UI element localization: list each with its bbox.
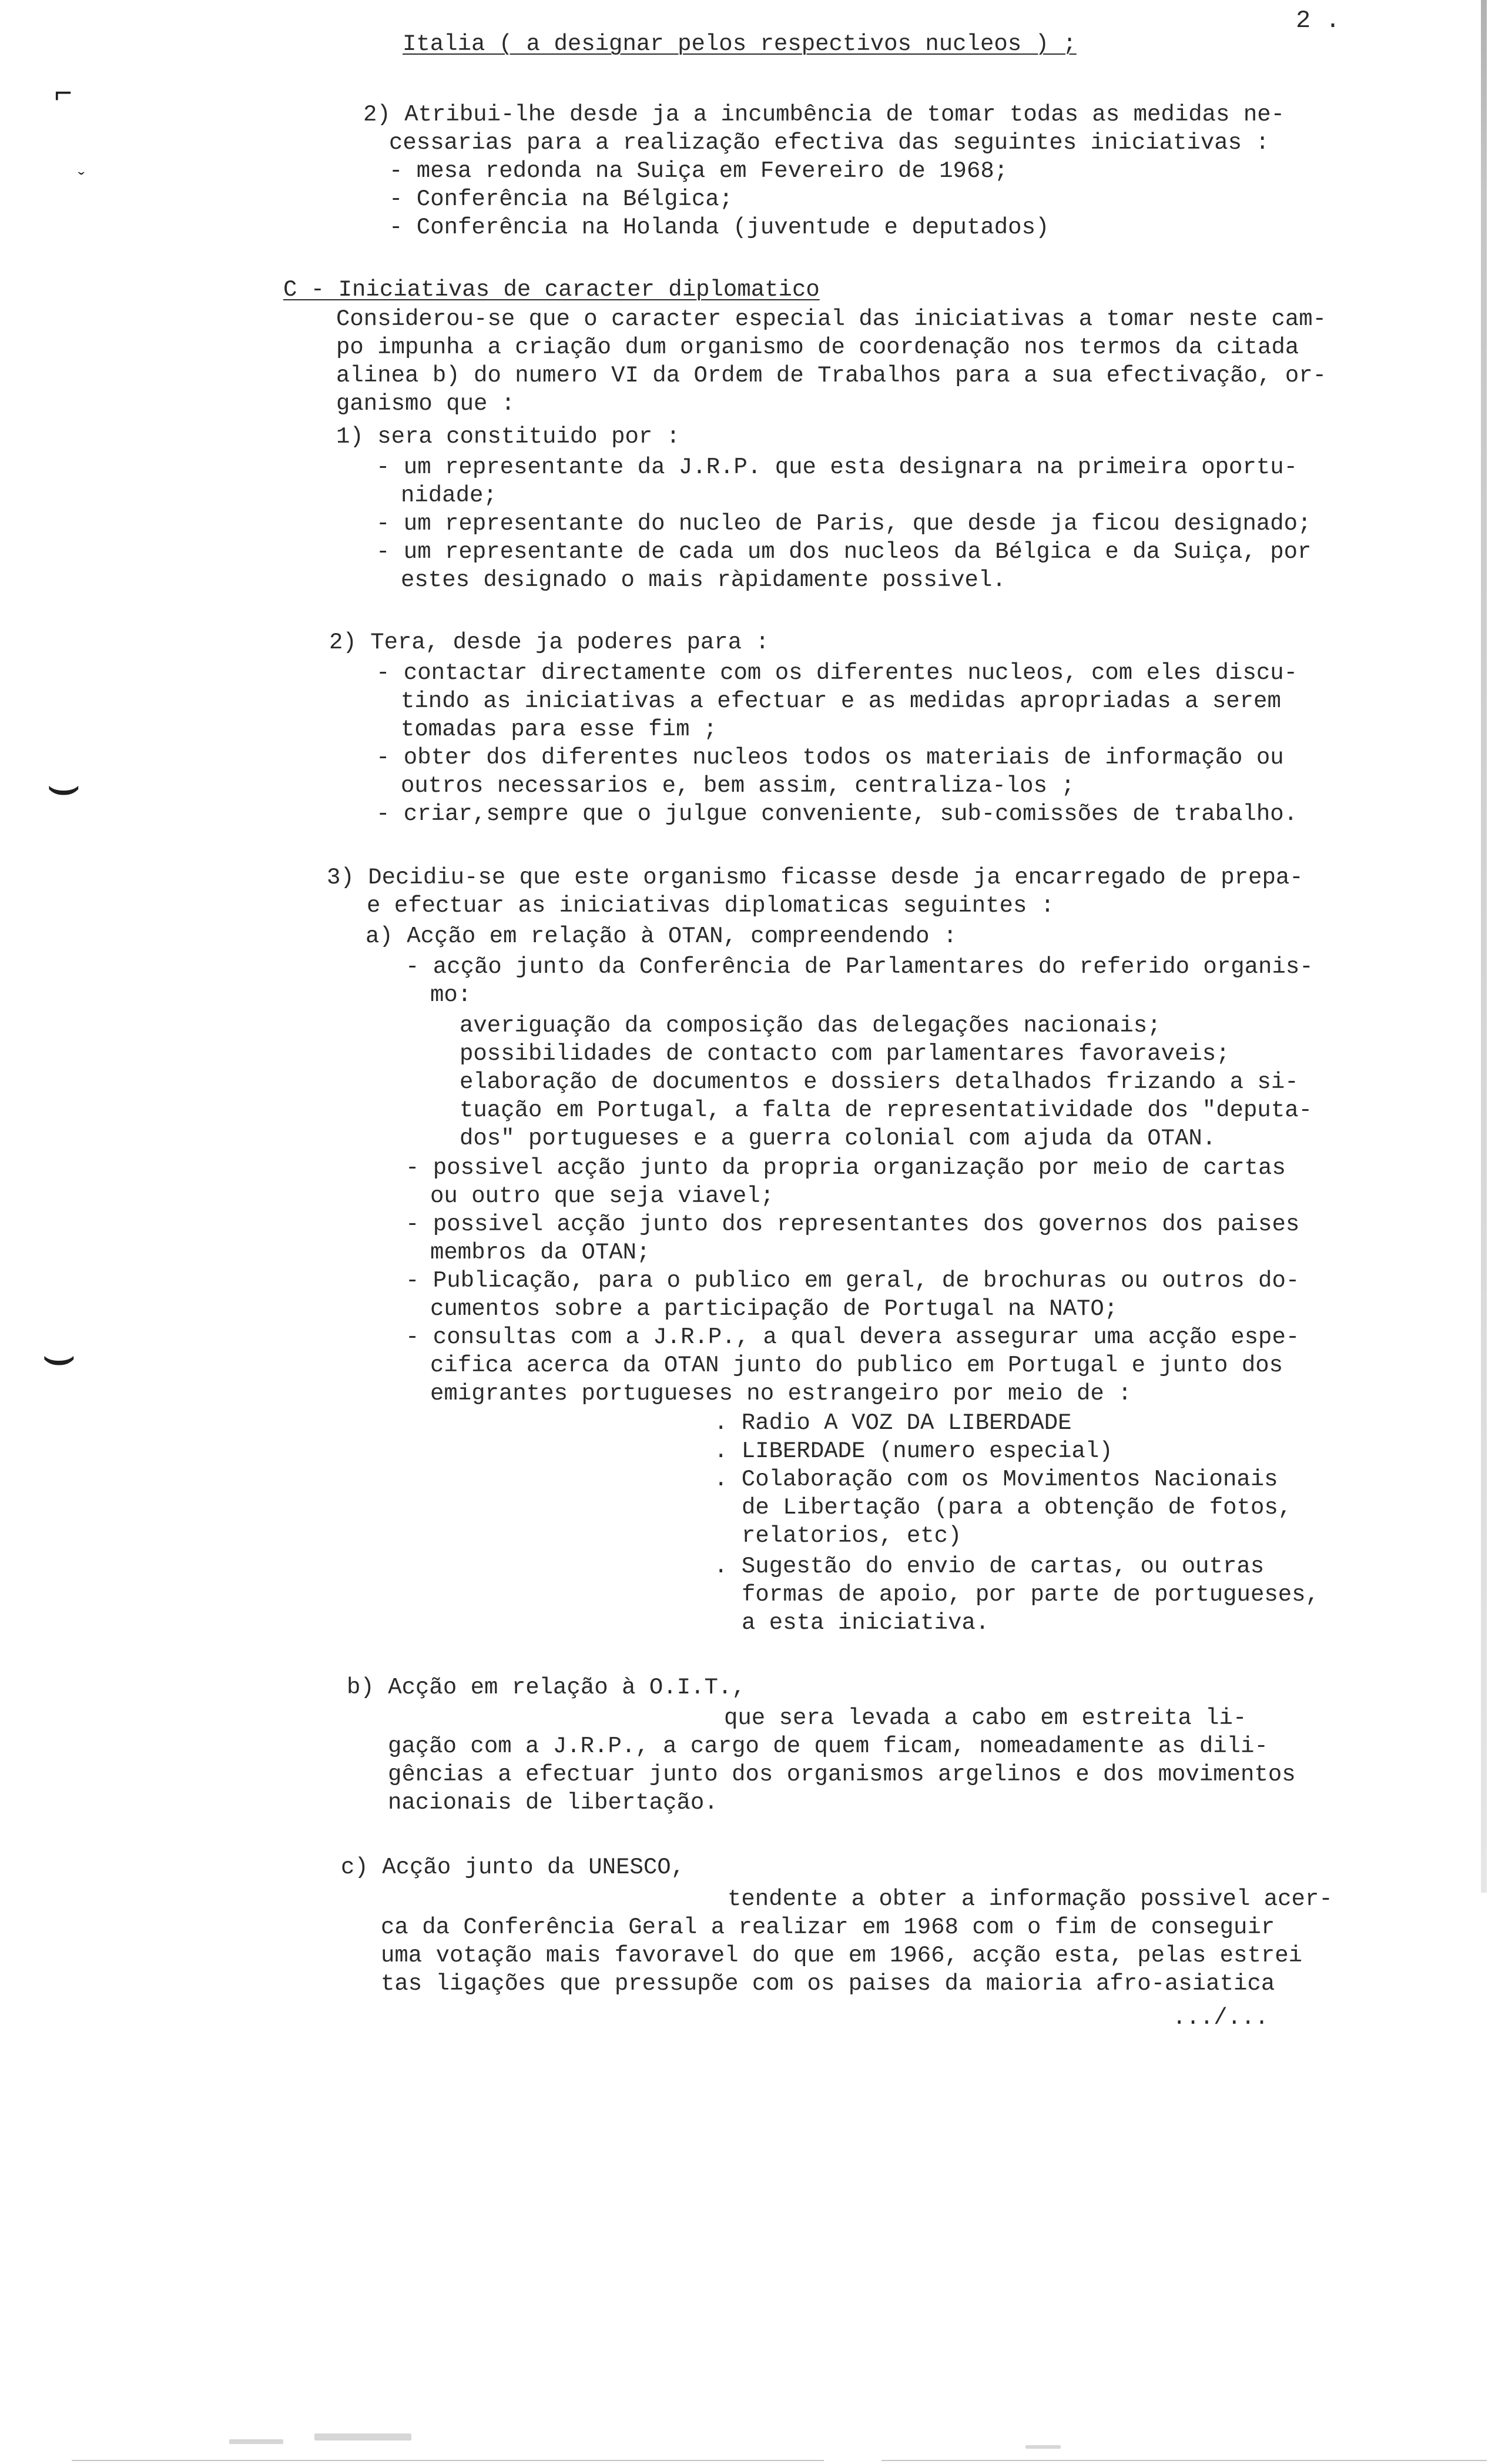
document-line: tendente a obter a informação possivel acer- [728, 1886, 1333, 1912]
document-line: tas ligações que pressupõe com os paises da maioria afro-asiatica [381, 1971, 1275, 1997]
document-line: - mesa redonda na Suiça em Fevereiro de 1968; [389, 158, 1008, 184]
document-line: ca da Conferência Geral a realizar em 1968 com o fim de conseguir [381, 1914, 1275, 1940]
document-line: Considerou-se que o caracter especial das iniciativas a tomar neste cam- [336, 306, 1327, 332]
margin-curve-mark: ⌣ [46, 758, 82, 820]
document-line: . Sugestão do envio de cartas, ou outras [714, 1554, 1265, 1579]
bottom-edge-rule [72, 2460, 824, 2461]
document-line: mo: [430, 982, 472, 1008]
document-line: - obter dos diferentes nucleos todos os materiais de informação ou [376, 745, 1284, 771]
document-line: cifica acerca da OTAN junto do publico em Portugal e junto dos [430, 1352, 1283, 1378]
section-heading: C - Iniciativas de caracter diplomatico [283, 277, 820, 303]
document-line: tuação em Portugal, a falta de representatividade dos "deputa- [460, 1097, 1313, 1123]
document-line: - um representante do nucleo de Paris, que desde ja ficou designado; [376, 511, 1312, 537]
document-line: e efectuar as iniciativas diplomaticas seguintes : [367, 893, 1055, 919]
document-line: cumentos sobre a participação de Portugal na NATO; [430, 1296, 1118, 1322]
document-line: emigrantes portugueses no estrangeiro por meio de : [430, 1381, 1132, 1407]
page-number: 2 . [1296, 6, 1340, 35]
document-line: - Conferência na Bélgica; [389, 186, 733, 212]
document-line: - possivel acção junto dos representantes dos governos dos paises [405, 1211, 1300, 1237]
margin-small-mark: ˇ [75, 170, 88, 193]
document-line: alinea b) do numero VI da Ordem de Trabalhos para a sua efectivação, or- [336, 363, 1327, 389]
document-line: - consultas com a J.R.P., a qual devera assegurar uma acção espe- [405, 1324, 1300, 1350]
scan-smudge [314, 2433, 411, 2440]
document-line: membros da OTAN; [430, 1240, 651, 1266]
document-line: ou outro que seja viavel; [430, 1183, 775, 1209]
document-line: - Publicação, para o publico em geral, de brochuras ou outros do- [405, 1268, 1300, 1294]
bottom-edge-rule [881, 2460, 1487, 2461]
document-line: tomadas para esse fim ; [401, 717, 718, 742]
document-line: - criar,sempre que o julgue conveniente, sub-comissões de trabalho. [376, 801, 1298, 827]
document-line: c) Acção junto da UNESCO, [341, 1854, 685, 1880]
document-line: . Colaboração com os Movimentos Nacionais [714, 1467, 1278, 1492]
document-line: a esta iniciativa. [742, 1610, 990, 1636]
document-line: b) Acção em relação à O.I.T., [347, 1675, 746, 1700]
document-line: uma votação mais favoravel do que em 1966, acção esta, pelas estrei [381, 1943, 1303, 1968]
document-line: ganismo que : [336, 391, 515, 417]
scan-smudge [1025, 2445, 1061, 2449]
document-line: - contactar directamente com os diferentes nucleos, com eles discu- [376, 660, 1298, 686]
document-line: Italia ( a designar pelos respectivos nucleos ) ; [403, 31, 1077, 57]
document-line: - Conferência na Holanda (juventude e deputados) [389, 215, 1050, 240]
scan-smudge [229, 2439, 283, 2444]
document-line: - um representante da J.R.P. que esta designara na primeira oportu- [376, 454, 1298, 480]
document-line: gências a efectuar junto dos organismos argelinos e dos movimentos [388, 1762, 1296, 1787]
document-line: elaboração de documentos e dossiers detalhados frizando a si- [460, 1069, 1299, 1095]
document-line: possibilidades de contacto com parlamentares favoraveis; [460, 1041, 1230, 1067]
page-right-edge-shadow [1481, 0, 1487, 1893]
document-line: formas de apoio, por parte de portugueses, [742, 1582, 1319, 1608]
margin-curve-mark-2: ⌣ [41, 1328, 77, 1390]
document-line: dos" portugueses e a guerra colonial com ajuda da OTAN. [460, 1126, 1216, 1151]
document-line: - acção junto da Conferência de Parlamentares do referido organis- [405, 954, 1313, 980]
document-line: nidade; [401, 483, 497, 508]
document-line: estes designado o mais ràpidamente possivel. [401, 567, 1006, 593]
continuation-marker: .../... [1172, 2005, 1269, 2031]
document-line: 2) Tera, desde ja poderes para : [329, 630, 769, 655]
document-line: tindo as iniciativas a efectuar e as medidas apropriadas a serem [401, 688, 1281, 714]
document-line: . Radio A VOZ DA LIBERDADE [714, 1410, 1072, 1436]
document-line: cessarias para a realização efectiva das seguintes iniciativas : [389, 130, 1269, 156]
document-line: a) Acção em relação à OTAN, compreendendo : [366, 923, 957, 949]
document-line: relatorios, etc) [742, 1523, 962, 1549]
margin-bracket-mark: ⌐ [54, 78, 73, 112]
document-line: 3) Decidiu-se que este organismo ficasse desde ja encarregado de prepa- [327, 865, 1303, 890]
document-line: nacionais de libertação. [388, 1790, 718, 1816]
document-line: averiguação da composição das delegações nacionais; [460, 1013, 1161, 1039]
document-line: - possivel acção junto da propria organização por meio de cartas [405, 1155, 1286, 1181]
document-line: que sera levada a cabo em estreita li- [724, 1705, 1247, 1731]
document-line: po impunha a criação dum organismo de coordenação nos termos da citada [336, 334, 1299, 360]
document-line: gação com a J.R.P., a cargo de quem ficam, nomeadamente as dili- [388, 1733, 1268, 1759]
document-line: . LIBERDADE (numero especial) [714, 1438, 1113, 1464]
document-line: outros necessarios e, bem assim, centraliza-los ; [401, 773, 1075, 799]
document-line: de Libertação (para a obtenção de fotos, [742, 1495, 1292, 1521]
document-line: 1) sera constituido por : [336, 424, 681, 450]
document-line: 2) Atribui-lhe desde ja a incumbência de tomar todas as medidas ne- [363, 102, 1285, 128]
document-line: - um representante de cada um dos nucleos da Bélgica e da Suiça, por [376, 539, 1312, 565]
